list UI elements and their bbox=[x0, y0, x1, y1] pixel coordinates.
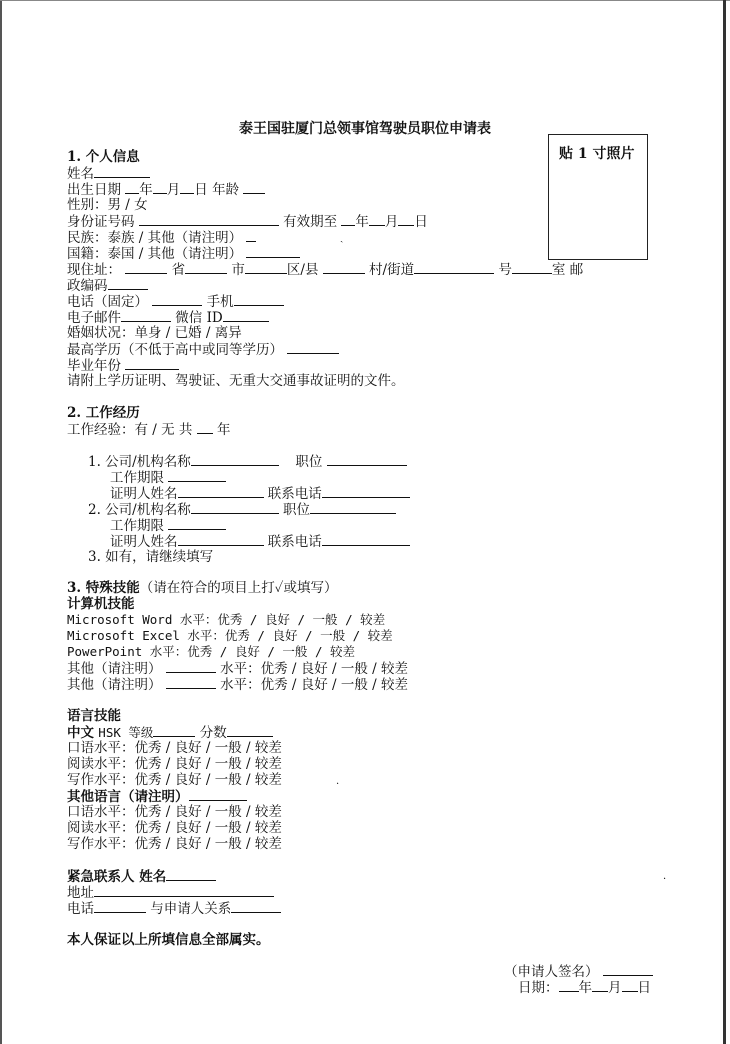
company-label: 2. 公司/机构名称 bbox=[88, 502, 191, 518]
other-skill-2-field[interactable] bbox=[166, 676, 216, 689]
id-number-field[interactable] bbox=[139, 213, 279, 226]
marital-option[interactable]: 婚姻状况：单身 / 已婚 / 离异 bbox=[67, 325, 242, 341]
company-1-field[interactable] bbox=[191, 453, 279, 466]
section-skills-heading-row bbox=[67, 580, 338, 596]
room-unit: 室 邮 bbox=[551, 262, 584, 278]
section-skills-heading: 3. 特殊技能 bbox=[67, 580, 140, 596]
education-label: 最高学历（不低于高中或同等学历） bbox=[67, 342, 283, 358]
id-valid-label: 有效期至 bbox=[283, 214, 338, 230]
experience-year-unit: 年 bbox=[217, 422, 231, 438]
age-label: 年龄 bbox=[212, 182, 240, 198]
nationality-other-field[interactable] bbox=[246, 245, 300, 258]
city-unit: 市 bbox=[231, 262, 245, 278]
ppt-level-option[interactable]: PowerPoint 水平：优秀 / 良好 / 一般 / 较差 bbox=[67, 644, 356, 659]
scan-mark: ˎ bbox=[340, 232, 344, 243]
contact-label: 联系电话 bbox=[267, 534, 322, 550]
other-skill-label: 其他（请注明） bbox=[67, 677, 162, 693]
date-day-unit: 日 bbox=[637, 980, 651, 996]
education-field[interactable] bbox=[287, 341, 339, 354]
scan-mark: · bbox=[663, 874, 667, 885]
date-month-field[interactable] bbox=[592, 979, 608, 992]
score-label: 分数 bbox=[199, 725, 227, 741]
other-skill-2-row bbox=[67, 676, 408, 693]
education-row bbox=[67, 341, 339, 358]
section-personal-heading: 1. 个人信息 bbox=[67, 149, 140, 165]
graduation-row bbox=[67, 357, 179, 374]
emergency-name-field[interactable] bbox=[166, 868, 216, 881]
id-year-field[interactable] bbox=[341, 213, 355, 226]
chinese-speaking-option[interactable]: 口语水平：优秀 / 良好 / 一般 / 较差 bbox=[67, 740, 282, 756]
nationality-row bbox=[67, 245, 300, 262]
room-field[interactable] bbox=[512, 261, 552, 274]
contact-2-field[interactable] bbox=[322, 533, 410, 546]
company-label: 1. 公司/机构名称 bbox=[88, 454, 191, 470]
word-level-option[interactable]: Microsoft Word 水平：优秀 / 良好 / 一般 / 较差 bbox=[67, 612, 386, 627]
other-language-label: 其他语言（请注明） bbox=[67, 789, 189, 805]
id-year-unit: 年 bbox=[355, 214, 369, 230]
address-row bbox=[67, 261, 583, 278]
emergency-name-row bbox=[67, 868, 216, 885]
signature-row bbox=[504, 963, 653, 980]
referee-1-field[interactable] bbox=[178, 485, 264, 498]
province-unit: 省 bbox=[171, 262, 186, 278]
other-language-field[interactable] bbox=[189, 788, 247, 801]
score-field[interactable] bbox=[227, 724, 273, 737]
gender-option[interactable]: 性别：男 / 女 bbox=[67, 197, 148, 213]
emergency-address-row bbox=[67, 884, 274, 901]
date-label: 日期： bbox=[518, 980, 559, 996]
other-writing-option[interactable]: 写作水平：优秀 / 良好 / 一般 / 较差 bbox=[67, 836, 282, 852]
date-month-unit: 月 bbox=[608, 980, 622, 996]
ethnicity-row bbox=[67, 229, 256, 246]
birth-month-unit: 月 bbox=[166, 182, 181, 198]
language-skills-heading: 语言技能 bbox=[67, 708, 121, 724]
email-label: 电子邮件 bbox=[67, 310, 121, 326]
address-label: 现住址： bbox=[67, 262, 121, 278]
ethnicity-other-field[interactable] bbox=[246, 229, 256, 242]
district-unit: 区/县 bbox=[286, 262, 319, 278]
id-day-field[interactable] bbox=[398, 213, 414, 226]
name-field[interactable] bbox=[94, 165, 150, 178]
period-2-field[interactable] bbox=[168, 517, 226, 530]
name-row bbox=[67, 165, 150, 182]
phone-field[interactable] bbox=[152, 293, 202, 306]
chinese-reading-option[interactable]: 阅读水平：优秀 / 良好 / 一般 / 较差 bbox=[67, 756, 282, 772]
work-item-2-referee-row bbox=[110, 533, 410, 550]
village-field[interactable] bbox=[323, 261, 365, 274]
other-skill-1-row bbox=[67, 660, 408, 677]
id-label: 身份证号码 bbox=[67, 214, 135, 230]
postcode-label: 政编码 bbox=[67, 278, 108, 294]
contact-1-field[interactable] bbox=[322, 485, 410, 498]
birth-day-unit: 日 bbox=[194, 182, 208, 198]
declaration: 本人保证以上所填信息全部属实。 bbox=[67, 932, 270, 948]
photo-box bbox=[548, 134, 648, 260]
emergency-phone-label: 电话 bbox=[67, 901, 94, 917]
company-2-field[interactable] bbox=[191, 501, 279, 514]
other-language-row bbox=[67, 788, 247, 805]
computer-skills-heading: 计算机技能 bbox=[67, 596, 135, 612]
work-item-3-note: 3. 如有，请继续填写 bbox=[88, 549, 214, 565]
chinese-row bbox=[67, 724, 273, 741]
id-day-unit: 日 bbox=[414, 214, 428, 230]
age-field[interactable] bbox=[243, 181, 265, 194]
other-skill-label: 其他（请注明） bbox=[67, 661, 162, 677]
id-month-unit: 月 bbox=[384, 214, 399, 230]
nationality-option[interactable]: 国籍：泰国 / 其他（请注明） bbox=[67, 246, 243, 262]
id-month-field[interactable] bbox=[369, 213, 385, 226]
excel-level-option[interactable]: Microsoft Excel 水平：优秀 / 良好 / 一般 / 较差 bbox=[67, 628, 393, 643]
birth-row bbox=[67, 181, 265, 198]
page-right-edge bbox=[723, 0, 726, 1044]
wechat-label: 微信 ID bbox=[175, 310, 223, 326]
signature-label: （申请人签名） bbox=[504, 964, 599, 980]
emergency-address-label: 地址 bbox=[67, 885, 94, 901]
signature-field[interactable] bbox=[603, 963, 653, 976]
phone-label: 电话（固定） bbox=[67, 294, 148, 310]
graduation-field[interactable] bbox=[125, 357, 179, 370]
hsk-level-field[interactable] bbox=[153, 724, 195, 737]
mobile-field[interactable] bbox=[234, 293, 284, 306]
period-label: 工作期限 bbox=[110, 470, 164, 486]
province-field[interactable] bbox=[125, 261, 167, 274]
referee-label: 证明人姓名 bbox=[110, 486, 178, 502]
position-label: 职位 bbox=[295, 454, 323, 470]
emergency-address-field[interactable] bbox=[94, 884, 274, 897]
emergency-relation-label: 与申请人关系 bbox=[150, 901, 232, 917]
street-field[interactable] bbox=[414, 261, 494, 274]
id-row bbox=[67, 213, 428, 230]
contact-label: 联系电话 bbox=[267, 486, 322, 502]
birth-month-field[interactable] bbox=[153, 181, 167, 194]
other-skill-2-level-option[interactable]: 水平：优秀 / 良好 / 一般 / 较差 bbox=[220, 677, 408, 693]
page-top-edge bbox=[0, 0, 730, 1]
city-field[interactable] bbox=[185, 261, 227, 274]
position-2-field[interactable] bbox=[310, 501, 396, 514]
village-unit: 村/街道 bbox=[369, 262, 415, 278]
attachment-note: 请附上学历证明、驾驶证、无重大交通事故证明的文件。 bbox=[67, 373, 405, 389]
work-item-2-company-row bbox=[88, 501, 396, 518]
email-row bbox=[67, 309, 269, 326]
birth-day-field[interactable] bbox=[180, 181, 194, 194]
photo-label: 贴 1 寸照片 bbox=[559, 146, 635, 162]
emergency-phone-field[interactable] bbox=[94, 900, 146, 913]
section-work-heading: 2. 工作经历 bbox=[67, 405, 140, 421]
chinese-writing-option[interactable]: 写作水平：优秀 / 良好 / 一般 / 较差 bbox=[67, 772, 282, 788]
other-reading-option[interactable]: 阅读水平：优秀 / 良好 / 一般 / 较差 bbox=[67, 820, 282, 836]
work-item-1-period-row bbox=[110, 469, 226, 486]
period-label: 工作期限 bbox=[110, 518, 164, 534]
work-item-2-period-row bbox=[110, 517, 226, 534]
date-year-field[interactable] bbox=[559, 979, 579, 992]
date-row bbox=[518, 979, 651, 996]
skills-instruction: （请在符合的项目上打✓或填写） bbox=[139, 580, 338, 596]
date-year-unit: 年 bbox=[578, 980, 592, 996]
page-left-edge bbox=[0, 0, 2, 1044]
ethnicity-option[interactable]: 民族：泰族 / 其他（请注明） bbox=[67, 230, 243, 246]
name-label: 姓名 bbox=[67, 166, 94, 182]
district-field[interactable] bbox=[245, 261, 287, 274]
position-1-field[interactable] bbox=[327, 453, 407, 466]
date-day-field[interactable] bbox=[622, 979, 638, 992]
experience-option[interactable]: 工作经验：有 / 无 共 bbox=[67, 422, 193, 438]
other-speaking-option[interactable]: 口语水平：优秀 / 良好 / 一般 / 较差 bbox=[67, 804, 282, 820]
emergency-relation-field[interactable] bbox=[231, 900, 281, 913]
work-item-1-company-row bbox=[88, 453, 407, 470]
birth-year-unit: 年 bbox=[139, 182, 153, 198]
birth-year-field[interactable] bbox=[125, 181, 139, 194]
other-skill-1-field[interactable] bbox=[166, 660, 216, 673]
period-1-field[interactable] bbox=[168, 469, 226, 482]
scan-mark: . bbox=[336, 776, 340, 787]
experience-years-field[interactable] bbox=[197, 421, 213, 434]
referee-2-field[interactable] bbox=[178, 533, 264, 546]
postcode-row bbox=[67, 277, 148, 294]
emergency-phone-row bbox=[67, 900, 281, 917]
postcode-field[interactable] bbox=[108, 277, 148, 290]
birth-label: 出生日期 bbox=[67, 182, 121, 198]
work-item-1-referee-row bbox=[110, 485, 410, 502]
hsk-label: HSK 等级 bbox=[98, 725, 154, 740]
form-title: 泰王国驻厦门总领事馆驾驶员职位申请表 bbox=[239, 121, 491, 137]
position-label: 职位 bbox=[283, 502, 311, 518]
graduation-label: 毕业年份 bbox=[67, 358, 121, 374]
emergency-name-label: 紧急联系人 姓名 bbox=[67, 869, 167, 885]
other-skill-1-level-option[interactable]: 水平：优秀 / 良好 / 一般 / 较差 bbox=[220, 661, 408, 677]
number-unit: 号 bbox=[498, 262, 512, 278]
experience-row bbox=[67, 421, 231, 438]
phone-row bbox=[67, 293, 284, 310]
chinese-label: 中文 bbox=[67, 725, 94, 741]
wechat-field[interactable] bbox=[223, 309, 269, 322]
mobile-label: 手机 bbox=[206, 294, 234, 310]
referee-label: 证明人姓名 bbox=[110, 534, 178, 550]
email-field[interactable] bbox=[121, 309, 171, 322]
